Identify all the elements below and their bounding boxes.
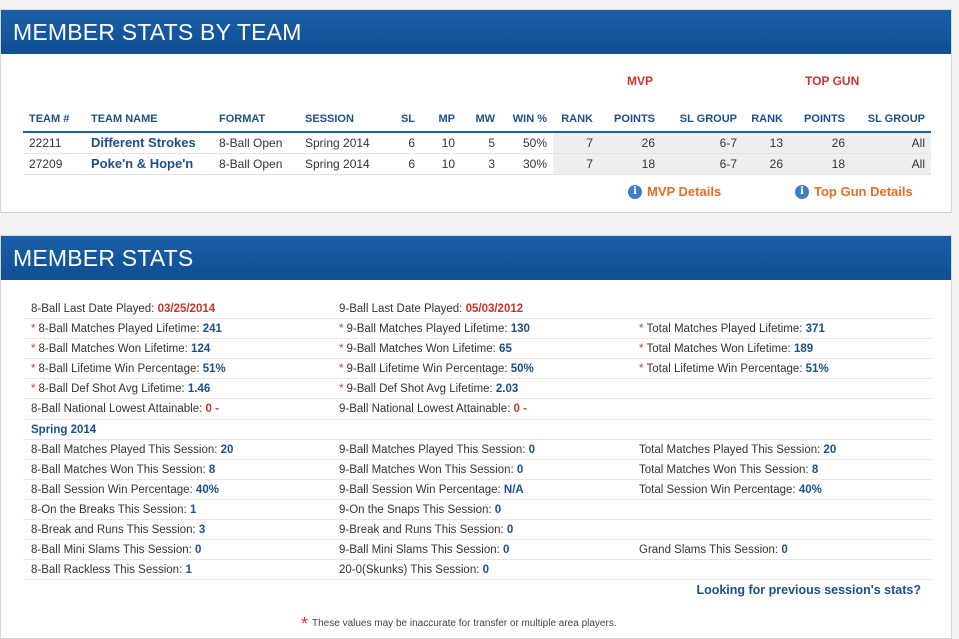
stat-value: 20 xyxy=(823,443,837,456)
stat-label: 8-Ball National Lowest Attainable: xyxy=(31,403,203,416)
asterisk-icon: * xyxy=(639,363,644,376)
stat-label: 9-Break and Runs This Session: xyxy=(339,524,504,537)
stat-cell xyxy=(23,460,331,479)
stat-cell xyxy=(23,399,331,418)
stats-row xyxy=(23,299,931,319)
previous-session-stats-link[interactable]: Looking for previous session's stats? xyxy=(696,583,921,597)
panel-title: MEMBER STATS BY TEAM xyxy=(1,10,951,54)
stat-label: 8-Ball Rackless This Session: xyxy=(31,564,183,577)
stats-row xyxy=(23,420,931,440)
column-header: MP xyxy=(421,106,461,132)
stats-row xyxy=(23,540,931,560)
mw: 5 xyxy=(461,132,501,153)
stat-cell xyxy=(631,359,931,378)
mvp-rank: 7 xyxy=(553,132,599,153)
stat-cell xyxy=(631,299,931,318)
asterisk-icon: * xyxy=(31,343,36,356)
stat-value: 0 - xyxy=(513,403,527,416)
stat-label: 9-Ball National Lowest Attainable: xyxy=(339,403,511,416)
asterisk-icon: * xyxy=(31,323,36,336)
stat-label: 8-Ball Lifetime Win Percentage: xyxy=(38,363,200,376)
stat-value: 20 xyxy=(220,443,234,456)
stat-label: Total Matches Won Lifetime: xyxy=(646,343,791,356)
stat-cell xyxy=(631,540,931,559)
topgun-sl-group: All xyxy=(851,153,931,174)
member-stats-panel xyxy=(0,235,952,639)
format: 8-Ball Open xyxy=(213,153,299,174)
stat-cell xyxy=(631,520,931,539)
win-pct: 50% xyxy=(501,132,553,153)
stat-value: 40% xyxy=(195,483,219,496)
stat-label: 8-Ball Matches Played This Session: xyxy=(31,443,218,456)
session: Spring 2014 xyxy=(299,153,385,174)
table-header-row xyxy=(23,106,931,132)
stat-cell xyxy=(631,399,931,418)
topgun-points: 26 xyxy=(789,132,851,153)
stat-value: N/A xyxy=(503,483,524,496)
stat-value: 51% xyxy=(202,363,226,376)
sl: 6 xyxy=(385,132,421,153)
stats-row xyxy=(23,339,931,359)
stat-label: 9-Ball Matches Won This Session: xyxy=(339,463,514,476)
table-row xyxy=(23,132,931,153)
stat-value: 0 xyxy=(516,463,524,476)
stat-value: 0 xyxy=(506,524,514,537)
stat-label: Total Lifetime Win Percentage: xyxy=(646,363,803,376)
member-stats-grid xyxy=(23,299,931,580)
stat-value: 124 xyxy=(191,343,211,356)
stat-cell xyxy=(631,500,931,519)
stat-label: 8-Ball Session Win Percentage: xyxy=(31,483,193,496)
stat-cell xyxy=(23,560,331,579)
stats-row xyxy=(23,399,931,419)
stat-value: 0 xyxy=(781,544,788,557)
stat-value: 0 xyxy=(528,443,536,456)
topgun-details-link[interactable] xyxy=(795,184,913,199)
stats-row xyxy=(23,379,931,399)
mp: 10 xyxy=(421,153,461,174)
stat-label: 8-Ball Matches Won This Session: xyxy=(31,463,206,476)
asterisk-icon: * xyxy=(339,343,344,356)
mp: 10 xyxy=(421,132,461,153)
stat-value: 51% xyxy=(805,363,829,376)
stat-label: 8-On the Breaks This Session: xyxy=(31,503,187,516)
mvp-sl-group: 6-7 xyxy=(661,153,743,174)
stat-label: 8-Break and Runs This Session: xyxy=(31,524,196,537)
stat-label: 9-Ball Def Shot Avg Lifetime: xyxy=(346,383,493,396)
mvp-points: 26 xyxy=(599,132,661,153)
column-header: SESSION xyxy=(299,106,385,132)
stat-cell xyxy=(331,299,631,318)
stat-cell xyxy=(23,520,331,539)
column-header: SL GROUP xyxy=(851,106,931,132)
stat-value: 03/25/2014 xyxy=(157,303,216,315)
stat-value: 3 xyxy=(198,524,206,537)
stat-label: 9-On the Snaps This Session: xyxy=(339,503,492,516)
stat-value: 371 xyxy=(805,323,825,336)
stat-value: 50% xyxy=(510,363,534,376)
stat-cell xyxy=(23,319,331,338)
stat-label: 8-Ball Def Shot Avg Lifetime: xyxy=(38,383,185,396)
stat-value: 0 - xyxy=(205,403,219,416)
session-heading: Spring 2014 xyxy=(31,423,97,436)
stat-value: 189 xyxy=(793,343,814,356)
topgun-details-label[interactable]: Top Gun Details xyxy=(814,184,913,199)
team-name-link[interactable] xyxy=(85,132,213,153)
stat-value: 1.46 xyxy=(187,383,211,396)
stat-value: 1 xyxy=(185,564,192,577)
column-header: TEAM # xyxy=(23,106,85,132)
stat-cell xyxy=(23,500,331,519)
topgun-sl-group: All xyxy=(851,132,931,153)
stat-cell xyxy=(331,319,631,338)
stat-cell xyxy=(331,460,631,479)
stats-row xyxy=(23,319,931,339)
stat-value: 05/03/2012 xyxy=(465,303,524,315)
stat-cell xyxy=(631,440,931,459)
stat-value: 65 xyxy=(499,343,512,356)
stat-label: Total Matches Played This Session: xyxy=(639,443,821,456)
asterisk-icon: * xyxy=(301,614,309,634)
column-header: MW xyxy=(461,106,501,132)
stat-label: Grand Slams This Session: xyxy=(639,544,779,557)
team-name[interactable]: Different Strokes xyxy=(91,135,196,151)
stat-cell xyxy=(331,560,631,579)
team-number: 27209 xyxy=(23,153,85,174)
stat-label: Total Matches Played Lifetime: xyxy=(646,323,803,336)
column-header: FORMAT xyxy=(213,106,299,132)
stat-value: 241 xyxy=(202,323,222,336)
column-header: WIN % xyxy=(501,106,553,132)
stats-row xyxy=(23,359,931,379)
stat-value: 0 xyxy=(494,503,502,516)
stat-cell xyxy=(631,319,931,338)
stat-cell xyxy=(331,359,631,378)
topgun-rank: 13 xyxy=(743,132,789,153)
stat-value: 2.03 xyxy=(495,383,519,396)
stat-value: 130 xyxy=(510,323,530,336)
stat-cell xyxy=(331,500,631,519)
mvp-points: 18 xyxy=(599,153,661,174)
stat-cell xyxy=(23,540,331,559)
mvp-rank: 7 xyxy=(553,153,599,174)
stat-cell xyxy=(331,399,631,418)
stat-cell xyxy=(23,359,331,378)
asterisk-icon: * xyxy=(31,363,36,376)
column-header: SL xyxy=(385,106,421,132)
table-row xyxy=(23,153,931,174)
stat-label: Total Session Win Percentage: xyxy=(639,483,796,496)
mvp-details-label[interactable]: MVP Details xyxy=(647,184,722,199)
stat-label: 9-Ball Session Win Percentage: xyxy=(339,483,501,496)
mvp-details-link[interactable] xyxy=(628,184,721,199)
stat-label: 8-Ball Last Date Played: xyxy=(31,303,155,315)
stat-cell xyxy=(631,379,931,398)
asterisk-icon: * xyxy=(339,323,344,336)
member-stats-by-team-panel xyxy=(0,9,952,213)
team-stats-table xyxy=(23,106,931,175)
team-number: 22211 xyxy=(23,132,85,153)
topgun-label: TOP GUN xyxy=(805,74,860,88)
stat-label: 9-Ball Matches Played This Session: xyxy=(339,443,526,456)
stat-label: 9-Ball Lifetime Win Percentage: xyxy=(346,363,508,376)
mvp-label: MVP xyxy=(627,74,654,88)
stat-label: 9-Ball Mini Slams This Session: xyxy=(339,544,500,557)
stat-label: 8-Ball Matches Played Lifetime: xyxy=(38,323,200,336)
stat-value: 8 xyxy=(208,463,216,476)
mw: 3 xyxy=(461,153,501,174)
stat-label: 20-0(Skunks) This Session: xyxy=(339,564,480,577)
win-pct: 30% xyxy=(501,153,553,174)
stats-row xyxy=(23,460,931,480)
stat-cell xyxy=(23,339,331,358)
asterisk-icon: * xyxy=(639,343,644,356)
asterisk-icon: * xyxy=(639,323,644,336)
stat-label: 9-Ball Matches Won Lifetime: xyxy=(346,343,496,356)
stat-value: 0 xyxy=(503,544,510,557)
stat-label: 8-Ball Mini Slams This Session: xyxy=(31,544,192,557)
stat-cell xyxy=(23,480,331,499)
format: 8-Ball Open xyxy=(213,132,299,153)
stat-label: 9-Ball Matches Played Lifetime: xyxy=(346,323,508,336)
info-icon: i xyxy=(628,185,642,199)
stats-row xyxy=(23,560,931,580)
footnote xyxy=(301,614,617,635)
asterisk-icon: * xyxy=(339,383,344,396)
session: Spring 2014 xyxy=(299,132,385,153)
column-header: TEAM NAME xyxy=(85,106,213,132)
column-header: RANK xyxy=(743,106,789,132)
stat-cell xyxy=(631,460,931,479)
sl: 6 xyxy=(385,153,421,174)
stat-label: 9-Ball Last Date Played: xyxy=(339,303,463,315)
stat-value: 8 xyxy=(811,463,819,476)
stat-cell xyxy=(331,440,631,459)
team-name-link[interactable] xyxy=(85,153,213,174)
stat-cell xyxy=(631,560,931,579)
topgun-points: 18 xyxy=(789,153,851,174)
info-icon: i xyxy=(795,185,809,199)
stat-cell xyxy=(331,480,631,499)
asterisk-icon: * xyxy=(339,363,344,376)
stat-label: 8-Ball Matches Won Lifetime: xyxy=(38,343,188,356)
column-header: POINTS xyxy=(599,106,661,132)
stat-value: 40% xyxy=(798,483,822,496)
stats-row xyxy=(23,520,931,540)
column-header: RANK xyxy=(553,106,599,132)
stat-cell xyxy=(331,379,631,398)
asterisk-icon: * xyxy=(31,383,36,396)
stat-cell xyxy=(331,520,631,539)
topgun-rank: 26 xyxy=(743,153,789,174)
stat-cell xyxy=(631,339,931,358)
team-name[interactable]: Poke'n & Hope'n xyxy=(91,156,194,171)
stats-row xyxy=(23,480,931,500)
column-header: POINTS xyxy=(789,106,851,132)
stats-row xyxy=(23,440,931,460)
stats-row xyxy=(23,500,931,520)
mvp-sl-group: 6-7 xyxy=(661,132,743,153)
footnote-text: These values may be inaccurate for transfer or multiple area players. xyxy=(312,618,617,629)
group-labels xyxy=(1,74,951,88)
stat-value: 0 xyxy=(482,564,490,577)
stat-cell xyxy=(23,379,331,398)
stat-cell xyxy=(331,540,631,559)
stat-label: Total Matches Won This Session: xyxy=(639,463,809,476)
stat-value: 0 xyxy=(195,544,202,557)
stat-cell xyxy=(331,339,631,358)
stat-cell xyxy=(23,440,331,459)
stat-cell xyxy=(631,480,931,499)
stat-value: 1 xyxy=(189,503,197,516)
panel-title: MEMBER STATS xyxy=(1,236,951,280)
column-header: SL GROUP xyxy=(661,106,743,132)
stat-cell xyxy=(23,299,331,318)
